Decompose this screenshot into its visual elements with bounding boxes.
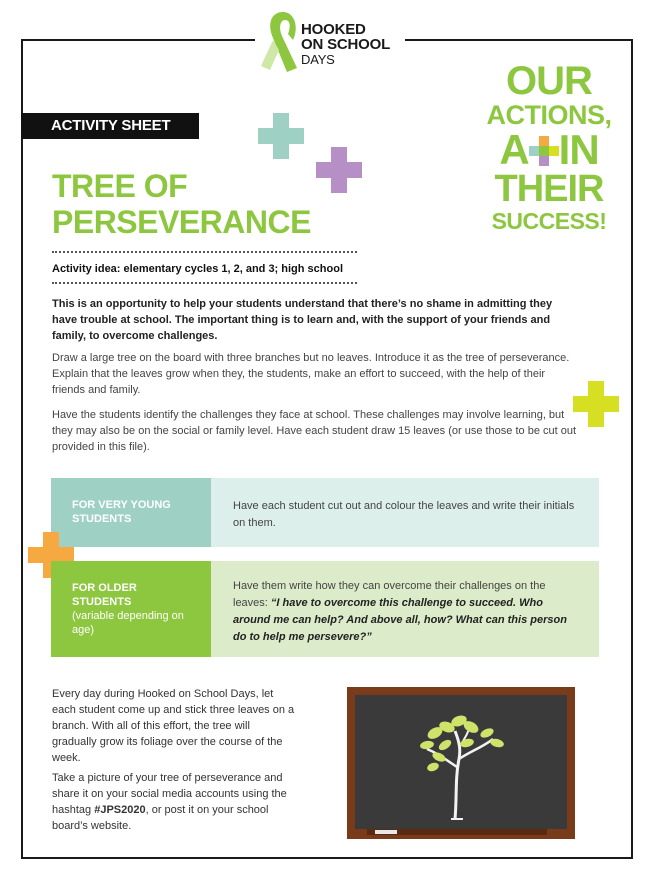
row-older-quote: “I have to overcome this challenge to succeed. Who around me can help? And above all, how? What can this person do to help me persevere?”: [233, 597, 567, 643]
slogan-line-2: ACTIONS,: [486, 100, 612, 130]
bottom-paragraph-1: Every day during Hooked on School Days, let each student come up and stick three leaves on a branch. With all of this effort, the tree will gradually grow its foliage over the course of the week.: [52, 688, 295, 764]
row-very-young-text: [211, 478, 599, 547]
slogan-line-1: OUR: [506, 59, 592, 103]
divider-bottom: [52, 282, 357, 284]
row-older-instructions: Have them write how they can overcome their challenges on the leaves:: [233, 580, 546, 609]
slogan: [474, 59, 624, 234]
logo-wordmark: [301, 22, 390, 67]
purple-plus-icon: [316, 147, 362, 193]
slogan-line-3-b: IN: [558, 126, 599, 173]
activity-idea: Activity idea: elementary cycles 1, 2, and 3; high school: [52, 263, 343, 275]
divider-top: [52, 251, 357, 253]
row-older-sublabel: (variable depending on age): [72, 610, 184, 636]
multicolor-plus-icon: [529, 136, 559, 166]
paragraph-2: Have the students identify the challenges they face at school. These challenges may involve learning, but they may also be on the social or family level. Have each student draw 15 leaves (or use those to be cut out provided in this file).: [52, 409, 577, 453]
page-title: [52, 168, 311, 240]
hooked-on-school-days-logo: [255, 10, 405, 80]
slogan-line-4: THEIR: [494, 168, 604, 210]
bottom-paragraph-2-pre: Take a picture of your tree of perseverance and share it on your social media accounts using the hashtag: [52, 772, 287, 816]
bottom-paragraph-2-post: , or post it on your school board’s website.: [52, 804, 269, 832]
logo-line-2: ON SCHOOL: [301, 36, 391, 53]
row-very-young-title: FOR VERY YOUNG STUDENTS: [72, 499, 171, 525]
activity-sheet-tag: ACTIVITY SHEET: [21, 113, 199, 139]
intro-paragraph: This is an opportunity to help your students understand that there’s no shame in admitting they have trouble at school. The important thing is to learn and, with the support of your friends and family, to overcome challenges.: [52, 298, 553, 342]
ribbon-icon: [257, 10, 301, 74]
chalkboard-tree-illustration: [347, 687, 575, 839]
row-older-title: FOR OLDER STUDENTS: [72, 582, 137, 608]
row-very-young: [51, 478, 599, 547]
row-very-young-instructions: Have each student cut out and colour the leaves and write their initials on them.: [233, 500, 575, 529]
slogan-line-3-a: A: [499, 126, 529, 173]
teal-plus-icon: [258, 113, 304, 159]
title-line-1: TREE OF: [52, 168, 188, 204]
row-older-label: [51, 561, 211, 657]
hashtag: #JPS2020: [94, 804, 146, 816]
bottom-paragraph-2: [52, 770, 297, 834]
logo-line-1: HOOKED: [301, 21, 366, 38]
slogan-line-5: SUCCESS!: [491, 208, 607, 234]
slogan-line-3: [474, 126, 624, 173]
yellow-plus-icon: [573, 381, 619, 427]
row-older-text: [211, 561, 599, 657]
paragraph-1: Draw a large tree on the board with three branches but no leaves. Introduce it as the tree of perseverance. Explain that the leaves grow when they, the students, make an effort to succeed, with the help of their friends and family.: [52, 352, 570, 396]
logo-line-3: DAYS: [301, 52, 335, 67]
row-very-young-label: [51, 478, 211, 547]
title-line-2: PERSEVERANCE: [52, 204, 311, 240]
row-older: [51, 561, 599, 657]
